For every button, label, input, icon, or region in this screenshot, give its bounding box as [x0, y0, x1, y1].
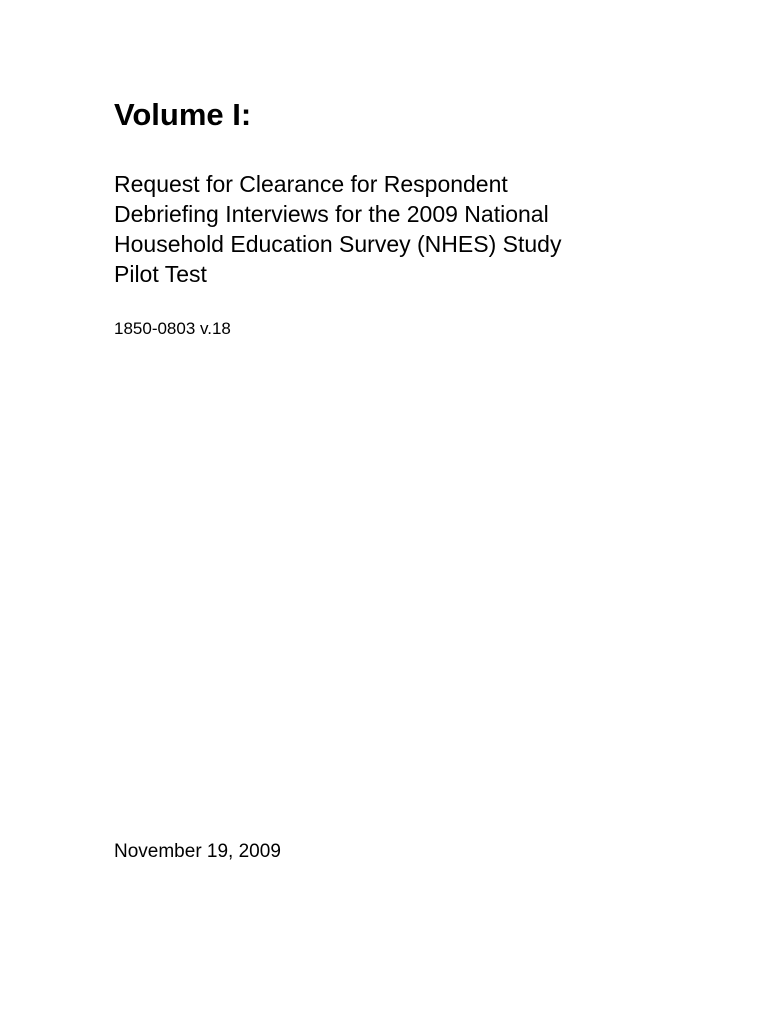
subtitle-line-2: Debriefing Interviews for the 2009 National	[114, 201, 549, 227]
document-date: November 19, 2009	[114, 841, 281, 862]
volume-title: Volume I:	[114, 97, 252, 132]
subtitle-line-4: Pilot Test	[114, 261, 207, 287]
subtitle-line-1: Request for Clearance for Respondent	[114, 171, 508, 197]
control-number: 1850-0803 v.18	[114, 319, 231, 338]
document-subtitle	[114, 169, 674, 289]
subtitle-line-3: Household Education Survey (NHES) Study	[114, 231, 562, 257]
